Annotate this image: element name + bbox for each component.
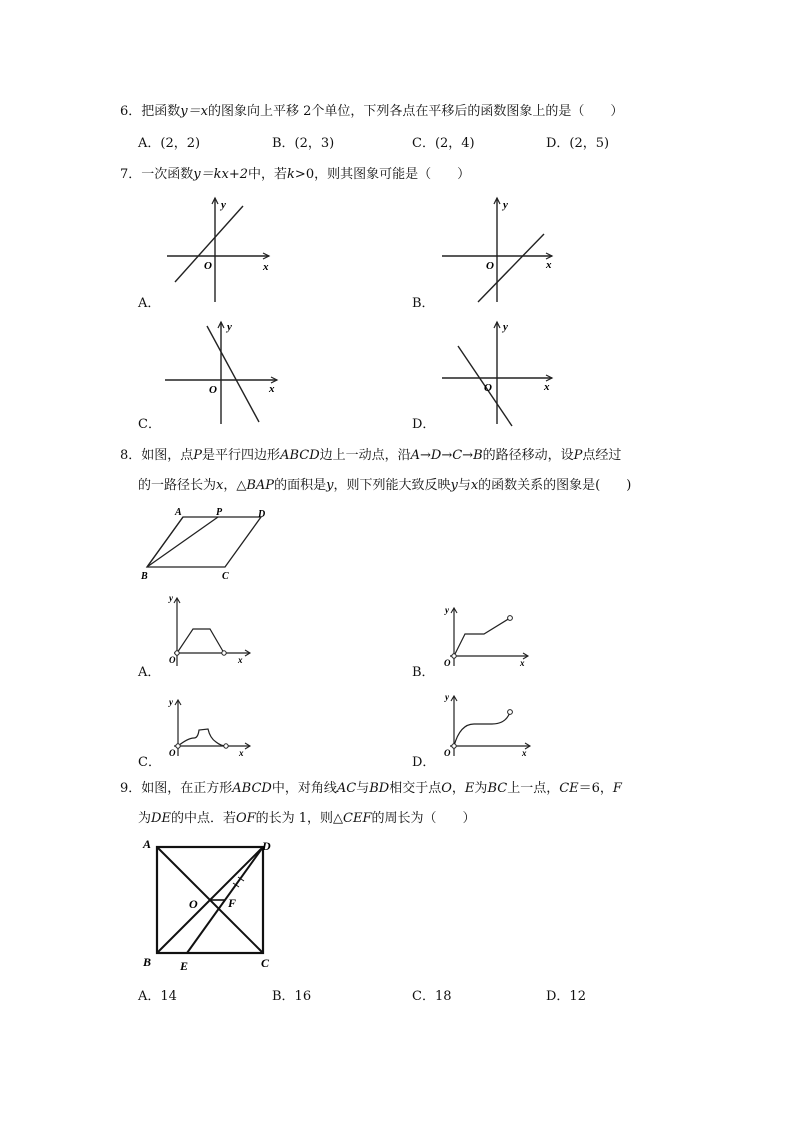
label-e: E	[180, 959, 189, 973]
label-d: D	[262, 839, 271, 853]
y-label: y	[169, 697, 173, 707]
q8-graph-a	[166, 592, 252, 668]
q9-var-cef: CEF	[343, 811, 372, 826]
q6-option-b[interactable]: B．(2，3)	[272, 136, 335, 151]
label-a: A	[175, 507, 182, 518]
x-label: x	[544, 381, 550, 393]
q8-text: 的路径移动，设	[482, 448, 574, 463]
q7-number: 7．	[120, 167, 142, 182]
q9-var-ac: AC	[336, 781, 357, 796]
q9-var-e: E	[464, 781, 475, 796]
label-c: C	[222, 571, 229, 582]
q8-parallelogram-figure	[140, 505, 275, 585]
q8-text: 的面积是	[274, 478, 327, 493]
x-label: x	[238, 655, 243, 665]
origin-label: O	[484, 382, 492, 394]
q9-var-f: F	[612, 781, 622, 796]
label-a: A	[143, 837, 152, 851]
q8-var-x: x	[216, 478, 224, 493]
x-label: x	[263, 261, 269, 273]
q6-option-a[interactable]: A．(2，2)	[138, 136, 201, 151]
q8-text: 如图，点	[141, 448, 194, 463]
q8-stem-line2	[138, 478, 631, 494]
segment-ba	[147, 517, 183, 567]
endpoint	[452, 744, 456, 748]
q9-option-b[interactable]: B．16	[272, 989, 312, 1004]
y-label: y	[169, 593, 173, 603]
q7-text-pre: 一次函数	[141, 167, 194, 182]
q8-graph-d	[440, 690, 534, 758]
q8-text: 的函数关系的图象是( )	[478, 478, 632, 493]
q6-number: 6．	[120, 104, 142, 119]
origin-label: O	[169, 655, 176, 665]
q8-text: 是平行四边形	[202, 448, 281, 463]
origin-label: O	[169, 748, 176, 758]
q7-graph-c	[163, 318, 283, 428]
origin-label: O	[486, 260, 494, 272]
q7-text-post: >0，则其图象可能是（ ）	[294, 167, 471, 182]
q8-option-b[interactable]: B．	[412, 665, 435, 680]
endpoint	[508, 616, 513, 621]
x-label: x	[546, 259, 552, 271]
q9-number: 9．	[120, 781, 142, 796]
q8-stem-line1	[120, 448, 621, 464]
label-c: C	[261, 956, 270, 970]
label-b: B	[143, 955, 152, 969]
q7-option-a[interactable]: A．	[138, 296, 161, 311]
q9-var-ce: CE	[559, 781, 579, 796]
q9-text: 为	[474, 781, 488, 796]
q8-option-a[interactable]: A．	[138, 665, 161, 680]
q7-option-c[interactable]: C．	[138, 417, 161, 432]
q6-function: y＝x	[180, 104, 208, 119]
function-curve	[454, 618, 510, 656]
label-d: D	[258, 509, 266, 520]
q8-graph-b	[440, 604, 532, 668]
y-label: y	[503, 199, 508, 211]
function-curve	[454, 712, 510, 746]
q8-graph-c	[166, 694, 252, 758]
q7-graph-b	[440, 192, 560, 304]
q8-text: 点经过	[582, 448, 622, 463]
q7-graph-a	[165, 192, 275, 304]
q9-text: 的中点．若	[170, 811, 236, 826]
origin-label: O	[444, 658, 451, 668]
q8-option-c[interactable]: C．	[138, 755, 161, 770]
q6-option-c[interactable]: C．(2，4)	[412, 136, 475, 151]
q9-option-a[interactable]: A．14	[138, 989, 177, 1004]
q9-text: ＝6，	[578, 781, 613, 796]
label-p: P	[216, 507, 223, 518]
x-label: x	[269, 383, 275, 395]
q8-var-y: y	[450, 478, 458, 493]
q6-text-post: 的图象向上平移 2个单位，下列各点在平移后的函数图象上的是（ ）	[207, 104, 624, 119]
function-curve	[178, 729, 226, 746]
q9-option-c[interactable]: C．18	[412, 989, 452, 1004]
q8-var-abcd: ABCD	[280, 448, 320, 463]
q8-text: ，△	[223, 478, 247, 493]
q8-var-y: y	[326, 478, 334, 493]
q9-text: 上一点，	[507, 781, 560, 796]
q9-var-of: OF	[235, 811, 256, 826]
q8-text: 的一路径长为	[138, 478, 217, 493]
origin-label: O	[204, 260, 212, 272]
q8-text: ，则下列能大致反映	[333, 478, 451, 493]
q6-stem	[120, 104, 623, 120]
origin-label: O	[209, 384, 217, 396]
label-f: F	[228, 896, 237, 910]
q9-var-de: DE	[151, 811, 171, 826]
q9-text: 的长为 1，则△	[255, 811, 344, 826]
q7-text-mid: 中，若	[248, 167, 288, 182]
q9-text: ，	[451, 781, 465, 796]
q9-text: 为	[138, 811, 152, 826]
y-label: y	[445, 605, 449, 615]
q7-graph-d	[440, 318, 560, 428]
origin-label: O	[444, 748, 451, 758]
q9-var-abcd: ABCD	[232, 781, 272, 796]
q9-var-bd: BD	[369, 781, 390, 796]
q8-var-p: P	[193, 448, 203, 463]
segment-bp	[147, 517, 218, 567]
q9-stem-line1	[120, 781, 622, 797]
q8-path: A→D→C→B	[410, 448, 483, 463]
q9-stem-line2	[138, 811, 476, 827]
q8-var-x: x	[470, 478, 479, 493]
label-b: B	[141, 571, 148, 582]
endpoint	[452, 654, 456, 658]
q7-cond-k: k	[287, 167, 295, 182]
q9-text: 与	[356, 781, 370, 796]
y-label: y	[221, 199, 226, 211]
q9-text: 相交于点	[389, 781, 442, 796]
q9-var-o: O	[441, 781, 452, 796]
q6-option-d[interactable]: D．(2，5)	[546, 136, 610, 151]
q9-text: 的周长为（ ）	[371, 811, 476, 826]
y-label: y	[227, 321, 232, 333]
x-label: x	[239, 748, 244, 758]
q8-var-p: P	[573, 448, 583, 463]
function-line	[207, 326, 259, 422]
endpoint	[224, 744, 228, 748]
endpoint	[508, 710, 513, 715]
q8-text: 与	[457, 478, 471, 493]
y-label: y	[503, 321, 508, 333]
q8-text: 边上一动点，沿	[319, 448, 411, 463]
x-label: x	[522, 748, 527, 758]
endpoint	[222, 651, 226, 655]
q7-function: y＝kx+2	[193, 167, 249, 182]
y-label: y	[445, 692, 449, 702]
function-curve	[177, 629, 224, 653]
q9-text: 如图，在正方形	[141, 781, 233, 796]
q8-var-bap: BAP	[246, 478, 275, 493]
q9-text: 中，对角线	[271, 781, 337, 796]
q7-stem	[120, 167, 470, 183]
q8-option-d[interactable]: D．	[412, 755, 436, 770]
q9-var-bc: BC	[487, 781, 508, 796]
x-label: x	[520, 658, 525, 668]
q7-option-b[interactable]: B．	[412, 296, 435, 311]
q8-number: 8．	[120, 448, 142, 463]
label-o: O	[189, 897, 198, 911]
q7-option-d[interactable]: D．	[412, 417, 436, 432]
endpoint	[176, 744, 180, 748]
q9-square-figure	[140, 836, 280, 976]
q9-option-d[interactable]: D．12	[546, 989, 586, 1004]
parallelogram	[147, 517, 261, 567]
q6-text-pre: 把函数	[141, 104, 181, 119]
